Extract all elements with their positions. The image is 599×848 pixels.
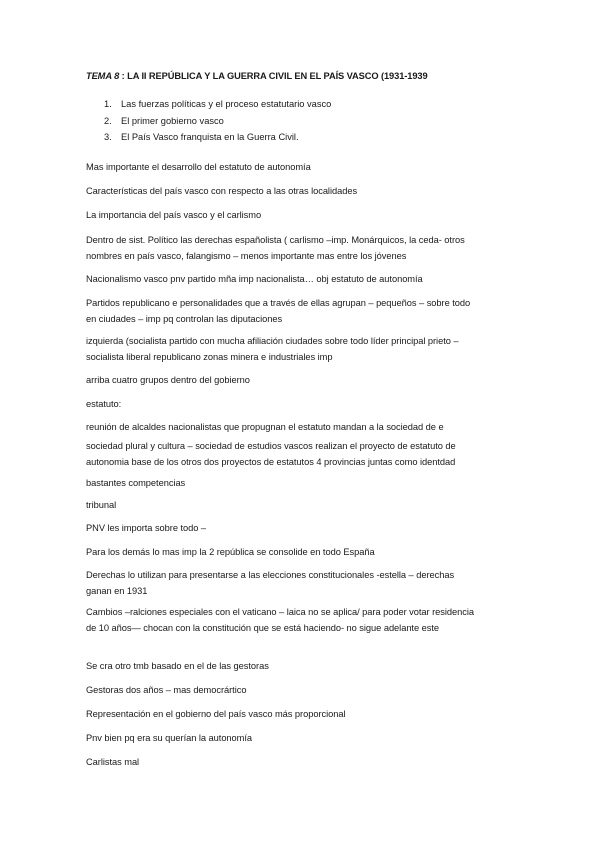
note-line: PNV les importa sobre todo –: [86, 523, 207, 533]
note-line: estatuto:: [86, 399, 122, 409]
note-line: Cambios –ralciones especiales con el vaticano – laica no se aplica/ para poder votar residencia: [86, 607, 475, 617]
list-text: Las fuerzas políticas y el proceso estatutario vasco: [121, 99, 332, 109]
list-item: [104, 129, 331, 146]
note-paragraph: [86, 397, 526, 413]
document-title: [86, 71, 428, 81]
note-paragraph: [86, 208, 526, 224]
note-paragraph: [86, 683, 526, 699]
note-paragraph: [86, 420, 526, 436]
note-paragraph: [86, 476, 526, 492]
note-paragraph: [86, 498, 526, 514]
topic-list: [104, 96, 331, 146]
list-number: 1.: [104, 99, 112, 109]
title-prefix: TEMA 8: [86, 71, 120, 81]
note-line: Carlistas mal: [86, 757, 140, 767]
note-line: Partidos republicano e personalidades que a través de ellas agrupan – pequeños – sobre todo: [86, 298, 471, 308]
note-paragraph: [86, 568, 526, 599]
note-paragraph: [86, 373, 526, 389]
list-text: El País Vasco franquista en la Guerra Civil.: [121, 132, 299, 142]
note-line: sociedad plural y cultura – sociedad de estudios vascos realizan el proyecto de estatuto de: [86, 441, 456, 451]
note-line: Pnv bien pq era su querían la autonomía: [86, 733, 253, 743]
note-paragraph: [86, 605, 526, 636]
note-line: socialista liberal republicano zonas minera e industriales imp: [86, 351, 333, 362]
note-line: Mas importante el desarrollo del estatuto de autonomía: [86, 162, 311, 172]
note-paragraph: [86, 334, 526, 365]
list-item: [104, 96, 331, 113]
note-line: Se cra otro tmb basado en el de las gestoras: [86, 661, 269, 671]
note-paragraph: [86, 160, 526, 176]
note-line: Dentro de sist. Político las derechas españolista ( carlismo –imp. Monárquicos, la ceda- otros: [86, 235, 465, 245]
list-text: El primer gobierno vasco: [121, 115, 224, 126]
note-paragraph: [86, 521, 526, 537]
note-line: Derechas lo utilizan para presentarse a las elecciones constitucionales -estella – derechas: [86, 570, 455, 580]
note-paragraph: [86, 439, 526, 470]
note-paragraph: [86, 272, 526, 288]
list-number: 3.: [104, 132, 112, 142]
note-line: izquierda (socialista partido con mucha afiliación ciudades sobre todo líder principal prieto –: [86, 336, 459, 346]
note-line: Representación en el gobierno del país vasco más proporcional: [86, 709, 346, 719]
note-line: Gestoras dos años – mas democrártico: [86, 685, 247, 695]
note-line: La importancia del país vasco y el carlismo: [86, 210, 262, 220]
note-line: Características del país vasco con respecto a las otras localidades: [86, 186, 358, 196]
note-paragraph: [86, 233, 526, 264]
note-line: autonomia base de los otros dos proyectos de estatutos 4 provincias juntas como identdad: [86, 456, 456, 467]
note-line: Para los demás lo mas imp la 2 república se consolide en todo España: [86, 547, 375, 557]
note-line: nombres en país vasco, falangismo – menos importante mas entre los jóvenes: [86, 250, 407, 261]
note-paragraph: [86, 659, 526, 675]
note-paragraph: [86, 296, 526, 327]
note-paragraph: [86, 755, 526, 771]
note-line: Nacionalismo vasco pnv partido mña imp nacionalista… obj estatuto de autonomía: [86, 274, 423, 284]
note-line: bastantes competencias: [86, 478, 186, 488]
note-line: reunión de alcaldes nacionalistas que propugnan el estatuto mandan a la sociedad de e: [86, 422, 444, 432]
note-line: de 10 años— chocan con la constitución que se está haciendo- no sigue adelante este: [86, 622, 439, 633]
note-paragraph: [86, 707, 526, 723]
title-text: : LA II REPÚBLICA Y LA GUERRA CIVIL EN EL PAÍS VASCO (1931-1939: [119, 71, 428, 81]
note-paragraph: [86, 545, 526, 561]
note-line: en ciudades – imp pq controlan las diputaciones: [86, 313, 283, 324]
note-paragraph: [86, 731, 526, 747]
list-item: [104, 113, 331, 130]
note-line: ganan en 1931: [86, 585, 148, 596]
note-line: tribunal: [86, 500, 117, 510]
list-number: 2.: [104, 115, 112, 126]
note-line: arriba cuatro grupos dentro del gobierno: [86, 375, 250, 385]
note-paragraph: [86, 184, 526, 200]
